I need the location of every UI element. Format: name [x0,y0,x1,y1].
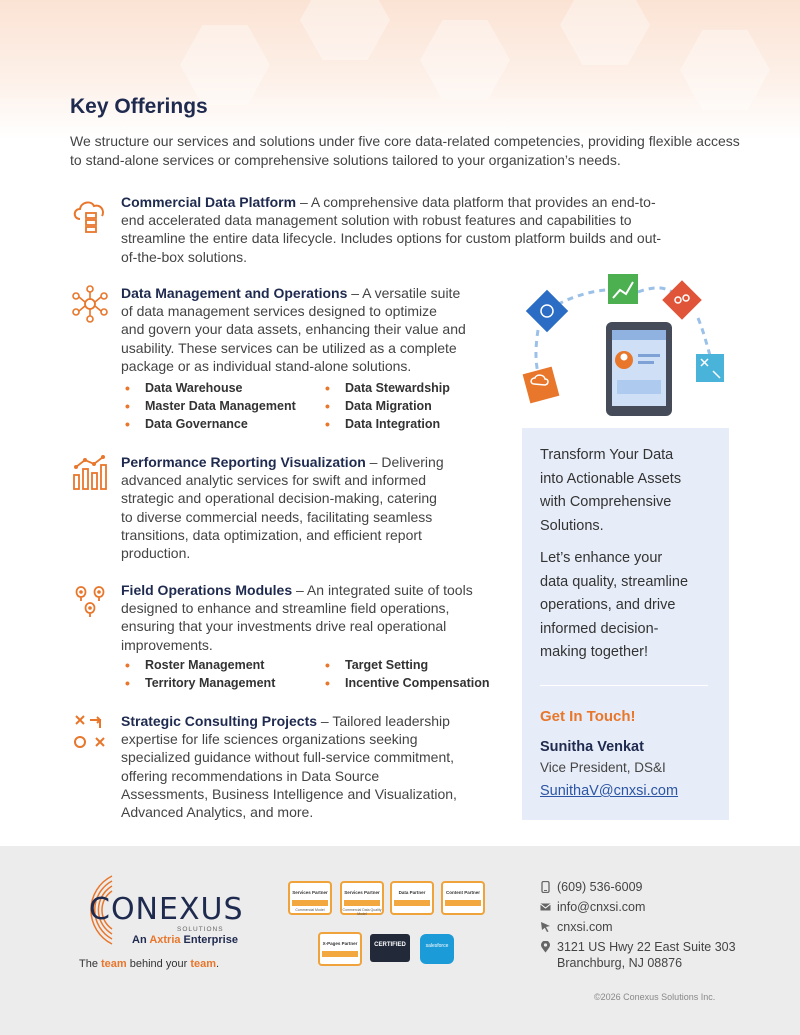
offering-title: Data Management and Operations [121,285,348,301]
hex-shape [420,20,510,100]
contact-website [540,919,740,937]
enterprise-label [132,934,238,946]
bullet-column [325,379,525,433]
badge-title: Services Partner [344,890,380,895]
offering-desc-line: usability. These services can be utilized as a complete [121,339,457,356]
offering-desc-line: – An integrated suite of tools [292,582,473,598]
badge-subtitle: Commercial Model [295,908,325,912]
offering-desc-line: production. [121,545,191,562]
list-item: • Data Governance [125,415,325,433]
enterprise-prefix: An [132,934,150,946]
strategy-xo-icon [70,712,110,752]
contact-email-link[interactable]: SunithaV@cnxsi.com [540,783,679,799]
enterprise-brand: Axtria [149,934,181,946]
offering-desc-line: designed to enhance and streamline field operations, [121,600,450,617]
offering-desc-line: to diverse commercial needs, facilitating seamless [121,508,433,525]
cursor-icon [540,921,551,933]
offering-title: Performance Reporting Visualization [121,454,366,470]
sidebar-line: Solutions. [540,517,604,534]
phone-icon [540,881,551,893]
contact-text: 3121 US Hwy 22 East Suite 303 [557,940,736,954]
offering-desc-line: – A comprehensive data platform that provides an end-to- [296,194,656,210]
contact-text: info@cnxsi.com [557,900,646,914]
sidebar-line: Let’s enhance your [540,550,663,566]
offering-desc-line: Advanced Analytics, and more. [121,804,314,821]
tagline-highlight: team [190,958,216,970]
offering-desc-line: improvements. [121,636,213,653]
offering-text [121,453,501,562]
bullet-list [125,656,545,694]
partner-badge [340,881,384,915]
tagline-highlight: team [101,958,127,970]
partner-badge [441,881,485,915]
list-item: • Data Stewardship [325,379,525,397]
offering-title: Commercial Data Platform [121,194,297,210]
sidebar-message [540,547,720,665]
sidebar-line: operations, and drive [540,597,676,613]
tagline-part: . [216,958,220,970]
offering-desc-line: strategic and operational decision-making, catering [121,490,437,507]
mail-icon [540,901,551,913]
hex-shape [680,30,770,110]
sidebar-line: Transform Your Data [540,447,674,463]
hex-shape [560,0,650,65]
footer [0,846,800,1035]
list-item: • Data Integration [325,415,525,433]
intro-paragraph: We structure our services and solutions under five core data-related competencies, providing flexible access to stand-alone services or comprehensive solutions tailored to your organization’s needs. [70,133,740,168]
offering-desc-line: – Delivering [365,454,444,470]
list-item: • Incentive Compensation [325,674,525,692]
header-background [0,0,800,140]
badge-title: Content Partner [445,890,480,895]
list-item: • Master Data Management [125,397,325,415]
divider [540,685,708,686]
bullet-column [125,379,325,433]
offering-desc-line: offering recommendations in Data Source [121,767,380,784]
contact-role: Vice President, DS&I [540,760,666,775]
offering-desc-line: specialized guidance without full-service commitment, [121,749,455,766]
map-pins-icon [70,581,110,621]
data-platform-illustration [520,270,730,420]
list-item: • Target Setting [325,656,525,674]
enterprise-suffix: Enterprise [180,934,238,946]
contact-sidebar [522,428,729,820]
page-title: Key Offerings [70,95,208,118]
cloud-database-icon [70,193,110,233]
offering-desc-line: – Tailored leadership [317,713,450,729]
offering-desc-line: – A versatile suite [347,285,461,301]
contact-text: Branchburg, NJ 08876 [557,956,683,970]
offering-title: Field Operations Modules [121,582,293,598]
offering-performance-reporting [70,453,510,568]
contact-text: cnxsi.com [557,920,613,934]
footer-tagline [79,958,219,970]
badge-title: Services Partner [292,890,328,895]
copyright: ©2026 Conexus Solutions Inc. [594,992,716,1002]
badge-title: Data Partner [398,890,426,895]
tagline-part: behind your [126,958,191,970]
offering-text [121,284,501,375]
offering-desc-line: advanced analytic services for swift and informed [121,472,427,489]
list-item: • Data Warehouse [125,379,325,397]
sidebar-line: into Actionable Assets [540,470,682,487]
hex-shape [180,25,270,105]
list-item: • Territory Management [125,674,325,692]
contact-phone [540,879,740,897]
logo-wordmark: CONEXUS [89,892,244,927]
offering-text [121,712,511,821]
contact-text: (609) 536-6009 [557,880,643,894]
badge-title: X-Pages Partner [322,941,358,946]
offering-desc-line: of data management services designed to optimize [121,303,437,320]
network-nodes-icon [70,284,110,324]
certified-badge [370,934,410,962]
offering-field-operations [70,581,510,696]
offering-desc-line: end accelerated data management solution with robust features and capabilities to [121,212,632,229]
offering-desc-line: package or as individual stand-alone solutions. [121,357,412,374]
partner-badge [390,881,434,915]
offering-commercial-data-platform [70,193,740,268]
badge-title: CERTIFIED [374,942,406,948]
salesforce-badge [420,934,454,964]
offering-strategic-consulting [70,712,510,827]
offering-text [121,193,741,266]
partner-badge [318,932,362,966]
partner-badge [288,881,332,915]
badge-subtitle: Commercial Data Quality Model [342,908,382,916]
offering-data-management [70,284,510,434]
tagline-part: The [79,958,102,970]
bar-chart-icon [70,453,110,493]
list-item: • Data Migration [325,397,525,415]
contact-name: Sunitha Venkat [540,739,644,755]
contact-address [540,939,750,973]
offering-desc-line: ensuring that your investments drive real operational [121,618,447,635]
list-item: • Roster Management [125,656,325,674]
offering-desc-line: transitions, data optimization, and efficient report [121,526,422,543]
offering-desc-line: streamline the entire data lifecycle. Includes options for custom platform builds and out- [121,230,662,247]
offering-desc-line: expertise for life sciences organizations seeking [121,731,418,748]
offering-title: Strategic Consulting Projects [121,713,318,729]
sidebar-tagline [540,444,720,538]
contact-email [540,899,740,917]
offering-desc-line: and govern your data assets, enhancing their value and [121,321,466,338]
bullet-list [125,379,525,435]
sidebar-line: informed decision- [540,620,659,637]
offering-desc-line: of-the-box solutions. [121,248,248,265]
offering-desc-line: Assessments, Business Intelligence and Visualization, [121,785,457,802]
sidebar-line: making together! [540,644,649,660]
bullet-column [125,656,325,692]
sidebar-line: data quality, streamline [540,573,689,590]
sidebar-line: with Comprehensive [540,494,672,510]
hex-shape [300,0,390,60]
offering-text [121,581,501,654]
logo-subtext: SOLUTIONS [177,926,224,933]
location-pin-icon [540,941,551,953]
get-in-touch-heading: Get In Touch! [540,708,636,725]
bullet-column [325,656,525,692]
badge-title: salesforce [425,943,449,949]
